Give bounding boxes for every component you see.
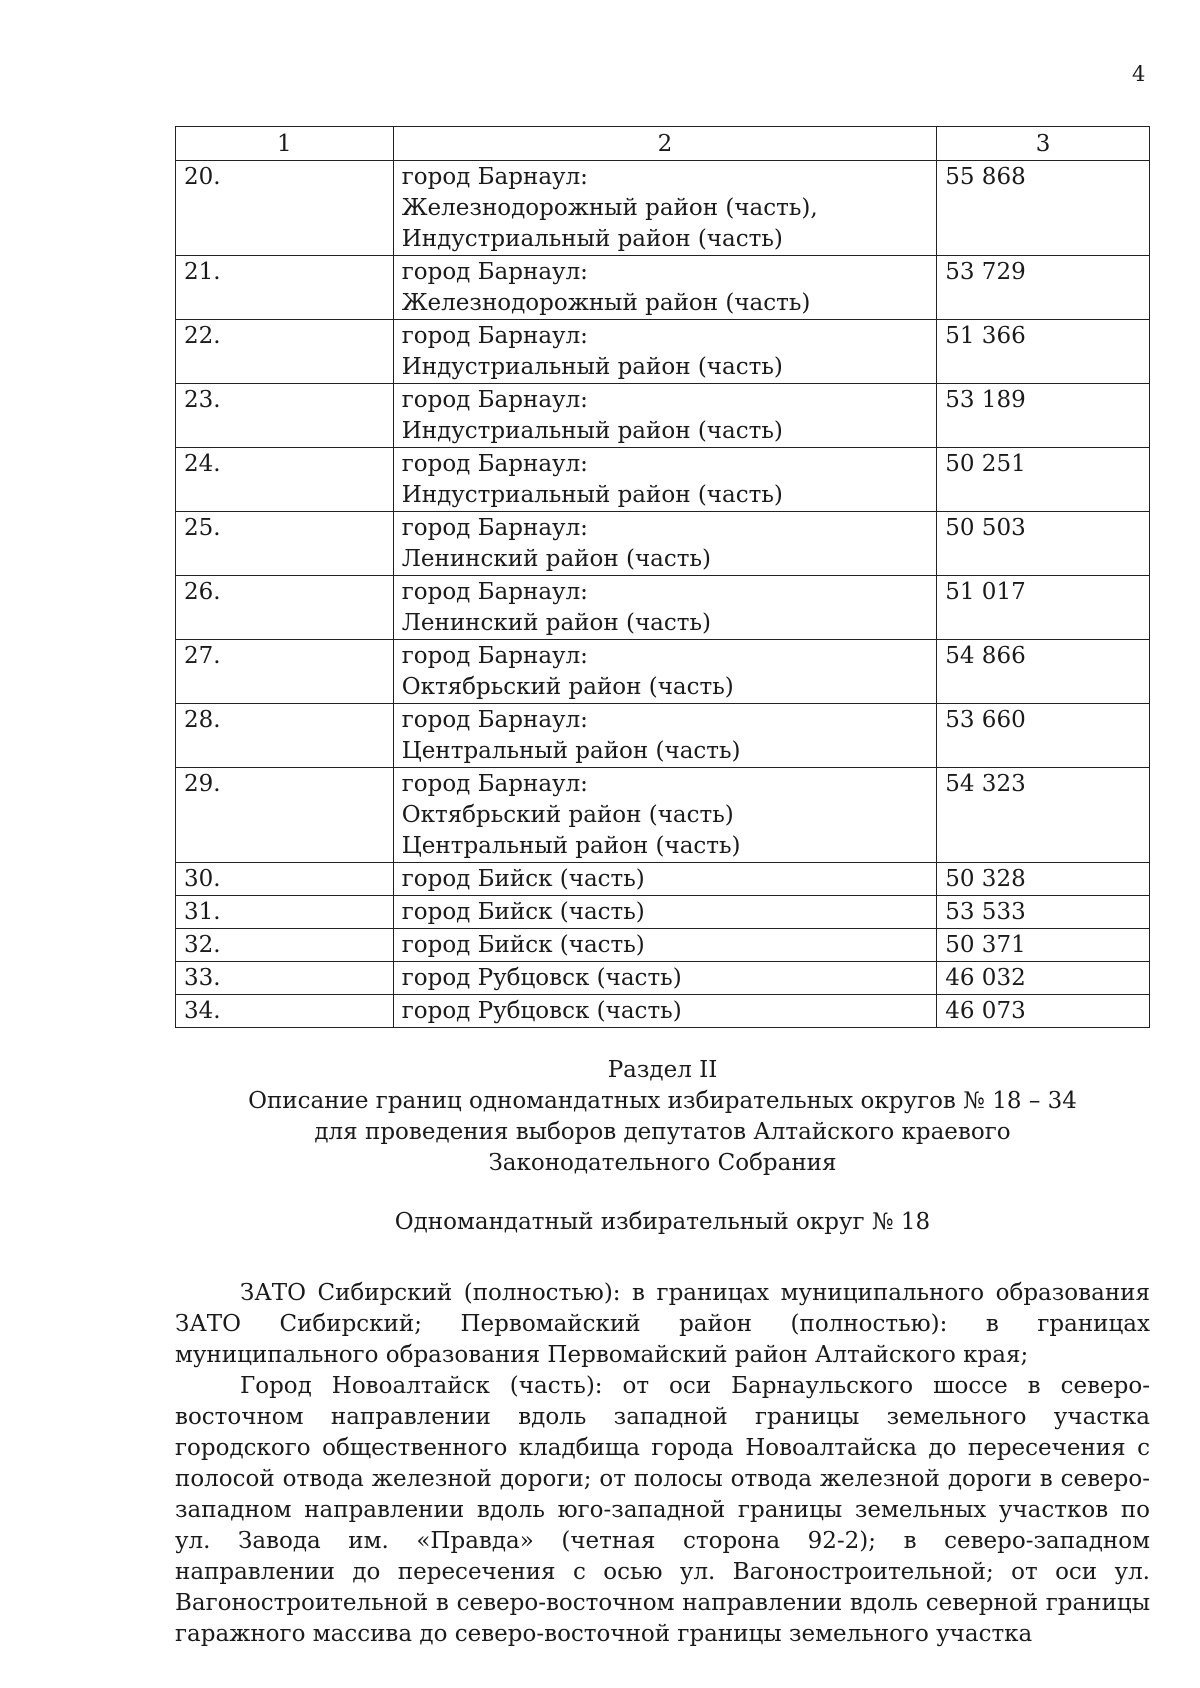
district-number: 32. [176,929,394,962]
territory-line: город Барнаул: [401,515,588,541]
territory-line: город Бийск (часть) [401,932,645,958]
territory-line: город Барнаул: [401,643,588,669]
territory-line: Индустриальный район (часть) [401,226,783,252]
district-number: 30. [176,863,394,896]
district-territory [393,320,937,384]
table-row [176,161,1150,256]
district-number: 34. [176,995,394,1028]
territory-line: Железнодорожный район (часть), [401,195,818,221]
territory-line: город Барнаул: [401,387,588,413]
voter-count: 50 503 [937,512,1150,576]
voter-count: 50 251 [937,448,1150,512]
section-title-line: Законодательного Собрания [488,1150,837,1176]
district-territory [393,962,937,995]
district-number: 33. [176,962,394,995]
territory-line: Центральный район (часть) [401,833,741,859]
district-number: 31. [176,896,394,929]
voter-count: 51 017 [937,576,1150,640]
page-number: 4 [1132,62,1146,86]
table-row [176,929,1150,962]
district-territory [393,896,937,929]
voter-count: 54 323 [937,768,1150,863]
voter-count: 46 032 [937,962,1150,995]
territory-line: город Бийск (часть) [401,899,645,925]
table-row [176,576,1150,640]
district-number: 27. [176,640,394,704]
territory-line: город Барнаул: [401,259,588,285]
paragraph: Город Новоалтайск (часть): от оси Барнаульского шоссе в северо-восточном направлении вдоль западной границы земельного участка городского общественного кладбища города Новоалтайска до пересечения с полосой отвода железной дороги; от полосы отвода железной дороги в северо-западном направлении вдоль юго-западной границы земельных участков по ул. Завода им. «Правда» (четная сторона 92-2); в северо-западном направлении до пересечения с осью ул. Вагоностроительной; от оси ул. Вагоностроительной в северо-восточном направлении вдоль северной границы гаражного массива до северо-восточной границы земельного участка [175,1373,1150,1647]
territory-line: Железнодорожный район (часть) [401,290,811,316]
territory-line: Октябрьский район (часть) [401,802,734,828]
section-title-line: для проведения выборов депутатов Алтайского краевого [314,1119,1011,1145]
district-territory [393,863,937,896]
territory-line: город Барнаул: [401,707,588,733]
district-territory [393,161,937,256]
districts-table [175,126,1150,1028]
district-number: 28. [176,704,394,768]
district-territory [393,576,937,640]
district-territory [393,929,937,962]
territory-line: город Барнаул: [401,164,588,190]
table-row [176,512,1150,576]
table-row [176,896,1150,929]
table-row [176,384,1150,448]
district-territory [393,512,937,576]
territory-line: Ленинский район (часть) [401,546,711,572]
territory-line: Центральный район (часть) [401,738,741,764]
district-number: 22. [176,320,394,384]
district-number: 24. [176,448,394,512]
section-title-line: Описание границ одномандатных избирательных округов № 18 – 34 [248,1088,1077,1114]
district-territory [393,704,937,768]
territory-line: Индустриальный район (часть) [401,482,783,508]
district-subheading: Одномандатный избирательный округ № 18 [394,1209,931,1235]
territory-line: город Барнаул: [401,451,588,477]
table-row [176,640,1150,704]
voter-count: 55 868 [937,161,1150,256]
table-row [176,962,1150,995]
voter-count: 54 866 [937,640,1150,704]
district-territory [393,768,937,863]
territory-line: город Барнаул: [401,771,588,797]
territory-line: Индустриальный район (часть) [401,354,783,380]
section-heading: Раздел II [607,1057,718,1083]
table-row [176,863,1150,896]
table-row [176,768,1150,863]
voter-count: 51 366 [937,320,1150,384]
header-col-2: 2 [393,127,937,161]
header-col-1: 1 [176,127,394,161]
district-territory [393,995,937,1028]
district-territory [393,384,937,448]
territory-line: Индустриальный район (часть) [401,418,783,444]
territory-line: город Бийск (часть) [401,866,645,892]
voter-count: 50 371 [937,929,1150,962]
district-territory [393,256,937,320]
territory-line: Октябрьский район (часть) [401,674,734,700]
table-row [176,256,1150,320]
header-col-3: 3 [937,127,1150,161]
table-row [176,448,1150,512]
voter-count: 46 073 [937,995,1150,1028]
voter-count: 53 660 [937,704,1150,768]
district-territory [393,448,937,512]
paragraph: ЗАТО Сибирский (полностью): в границах муниципального образования ЗАТО Сибирский; Первомайский район (полностью): в границах муниципального образования Первомайский район Алтайского края; [175,1280,1150,1368]
district-description [175,1278,1150,1650]
territory-line: город Барнаул: [401,579,588,605]
territory-line: город Барнаул: [401,323,588,349]
territory-line: Ленинский район (часть) [401,610,711,636]
district-number: 29. [176,768,394,863]
table-row [176,995,1150,1028]
voter-count: 53 189 [937,384,1150,448]
section-heading-block [175,1055,1150,1238]
district-number: 20. [176,161,394,256]
table-header-row [176,127,1150,161]
district-territory [393,640,937,704]
district-number: 23. [176,384,394,448]
territory-line: город Рубцовск (часть) [401,965,682,991]
district-number: 26. [176,576,394,640]
district-number: 21. [176,256,394,320]
district-number: 25. [176,512,394,576]
territory-line: город Рубцовск (часть) [401,998,682,1024]
voter-count: 53 533 [937,896,1150,929]
table-row [176,704,1150,768]
table-row [176,320,1150,384]
voter-count: 53 729 [937,256,1150,320]
voter-count: 50 328 [937,863,1150,896]
